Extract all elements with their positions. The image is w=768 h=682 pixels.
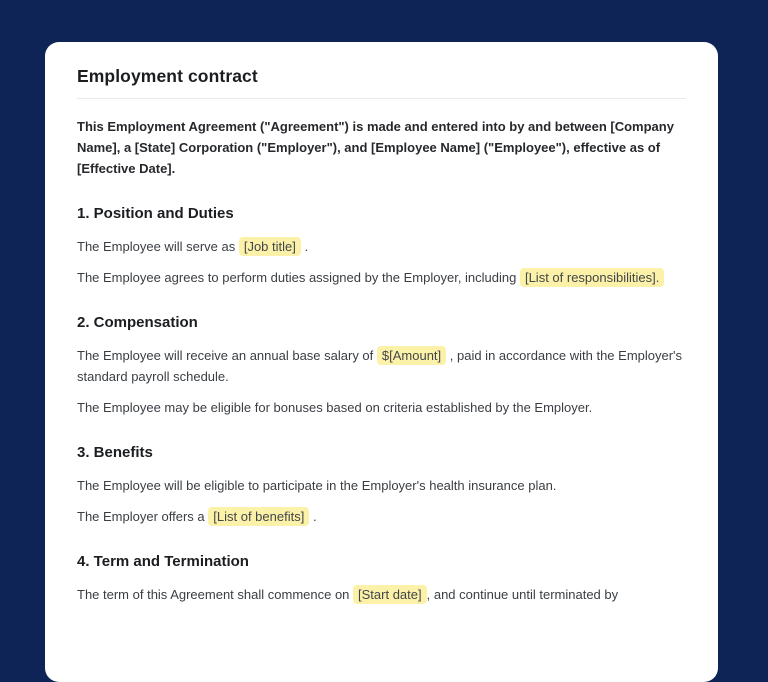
sections-container: [77, 204, 686, 605]
section-paragraphs: [77, 236, 686, 288]
body-paragraph: [77, 397, 686, 418]
section-heading: 4. Term and Termination: [77, 553, 249, 570]
section-heading: 2. Compensation: [77, 314, 198, 331]
paragraph-text: The Employer offers a: [77, 509, 209, 524]
placeholder-chip[interactable]: $[Amount]: [377, 346, 446, 365]
document-section: [77, 204, 686, 288]
paragraph-text: The Employee may be eligible for bonuses based on criteria established by the Employer.: [77, 400, 593, 415]
paragraph-text: , and continue until terminated by: [426, 587, 619, 602]
section-paragraphs: [77, 345, 686, 418]
document-section: [77, 313, 686, 418]
paragraph-text: .: [300, 239, 309, 254]
body-paragraph: [77, 345, 686, 387]
intro-paragraph: This Employment Agreement ("Agreement") is made and entered into by and between [Company Name], a [State] Corporation ("Employer"), and [Employee Name] ("Employee"), effective as of [Effective Date].: [77, 119, 674, 176]
section-heading: 1. Position and Duties: [77, 205, 234, 222]
document-section: [77, 443, 686, 527]
body-paragraph: [77, 475, 686, 496]
paragraph-text: The Employee agrees to perform duties assigned by the Employer, including: [77, 270, 520, 285]
paragraph-text: .: [309, 509, 317, 524]
placeholder-chip[interactable]: [List of benefits]: [208, 507, 309, 526]
paragraph-text: The Employee will receive an annual base salary of: [77, 348, 377, 363]
paragraph-text: The Employee will be eligible to participate in the Employer's health insurance plan.: [77, 478, 557, 493]
document-card: [45, 42, 718, 682]
section-paragraphs: [77, 584, 686, 605]
body-paragraph: [77, 236, 686, 257]
body-paragraph: [77, 506, 686, 527]
title-divider: [77, 98, 686, 99]
section-paragraphs: [77, 475, 686, 527]
paragraph-text: The Employee will serve as: [77, 239, 239, 254]
section-heading: 3. Benefits: [77, 444, 153, 461]
body-paragraph: [77, 584, 686, 605]
document-title: Employment contract: [77, 66, 258, 86]
placeholder-chip[interactable]: [Start date]: [353, 585, 427, 604]
paragraph-text: The term of this Agreement shall commence on: [77, 587, 354, 602]
document-section: [77, 552, 686, 605]
placeholder-chip[interactable]: [Job title]: [239, 237, 301, 256]
body-paragraph: [77, 267, 686, 288]
placeholder-chip[interactable]: [List of responsibilities].: [520, 268, 664, 287]
paragraph-text: , paid in accordance with the Employer's standard payroll schedule.: [77, 348, 683, 384]
